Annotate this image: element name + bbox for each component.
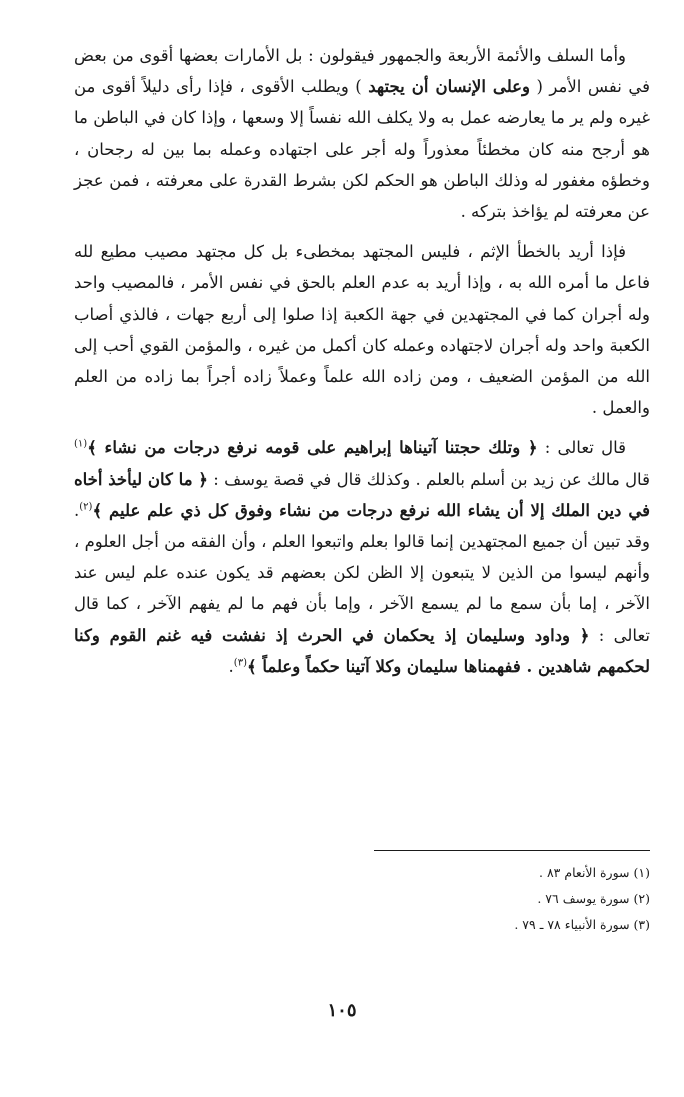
quran-verse-1: ﴿ وتلك حجتنا آتيناها إبراهيم على قومه نرفع درجات من نشاء ﴾ xyxy=(87,438,538,458)
paragraph-1-text-1: وأما السلف والأئمة الأربعة والجمهور فيقولون : بل الأمارات بعضها أقوى من بعض في نفس الأمر ( xyxy=(74,46,650,97)
paragraph-1-bold-phrase: وعلى الإنسان أن يجتهد xyxy=(368,77,530,97)
paragraph-2-text: فإذا أريد بالخطأ الإثم ، فليس المجتهد بمخطىء بل كل مجتهد مصيب مطيع لله فاعل ما أمره الله به ، وإذا أريد به عدم العلم بالحق في نفس الأمر ، فالمصيب واحد وله أجران كما في المجتهدين في جهة الكعبة إذا صلوا إلى أربع جهات ، فالذي أصاب الكعبة واحد وله أجران لاجتهاده وعمله كان أكمل من غيره ، والمؤمن القوي أحب إلى الله من المؤمن الضعيف ، ومن زاده الله علماً وعملاً زاده أجراً بما زاده من العلم والعمل . xyxy=(74,242,650,418)
paragraph-3-text-4: . xyxy=(228,656,234,676)
footnotes xyxy=(250,860,650,938)
footnote-3: (٣) سورة الأنبياء ٧٨ ـ ٧٩ . xyxy=(514,917,650,932)
footnote-ref-3[interactable]: (٣) xyxy=(233,657,247,669)
footnote-divider xyxy=(374,850,650,851)
quran-verse-3: ﴿ وداود وسليمان إذ يحكمان في الحرث إذ نفشت فيه غنم القوم وكنا لحكمهم شاهدين . ففهمناها سليمان وكلا آتينا حكماً وعلماً ﴾ xyxy=(74,625,650,676)
footnote-2: (٢) سورة يوسف ٧٦ . xyxy=(537,891,650,906)
paragraph-1 xyxy=(74,40,650,227)
paragraph-3-text-3: . وقد تبين أن جميع المجتهدين إنما قالوا بعلم واتبعوا العلم ، وأن الفقه من أجل العلوم ، وأنهم ليسوا من الذين لا يتبعون إلا الظن لكن بعضهم قد يكون عنده علم ليس عند الآخر ، إما بأن سمع ما لم يسمع الآخر ، وإما بأن فهم ما لم يفهم الآخر ، كما قال تعالى : xyxy=(74,500,650,645)
footnote-ref-1[interactable]: (١) xyxy=(74,438,88,450)
page-number: ١٠٥ xyxy=(327,1000,357,1021)
paragraph-3-text-2: قال مالك عن زيد بن أسلم بالعلم . وكذلك قال في قصة يوسف : xyxy=(207,469,650,489)
paragraph-3 xyxy=(74,432,650,682)
footnote-1: (١) سورة الأنعام ٨٣ . xyxy=(539,865,650,880)
page-body xyxy=(74,40,650,682)
paragraph-3-text-1: قال تعالى : xyxy=(537,438,626,458)
quran-verse-2: ﴿ ما كان ليأخذ أخاه في دين الملك إلا أن يشاء الله نرفع درجات من نشاء وفوق كل ذي علم عليم ﴾ xyxy=(74,469,650,520)
footnote-ref-2[interactable]: (٢) xyxy=(79,501,93,513)
paragraph-1-text-2: ) ويطلب الأقوى ، فإذا رأى دليلاً أقوى من غيره ولم ير ما يعارضه عمل به ولا يكلف الله نفساً إلا وسعها ، وإذا كان في الباطن ما هو أرجح منه كان مخطئاً معذوراً وله أجر على اجتهاده وعمله بما بين له رجحان ، وخطؤه مغفور له وذلك الباطن هو الحكم لكن بشرط القدرة على معرفته ، فمن عجز عن معرفته لم يؤاخذ بتركه . xyxy=(74,77,650,222)
paragraph-2 xyxy=(74,236,650,423)
